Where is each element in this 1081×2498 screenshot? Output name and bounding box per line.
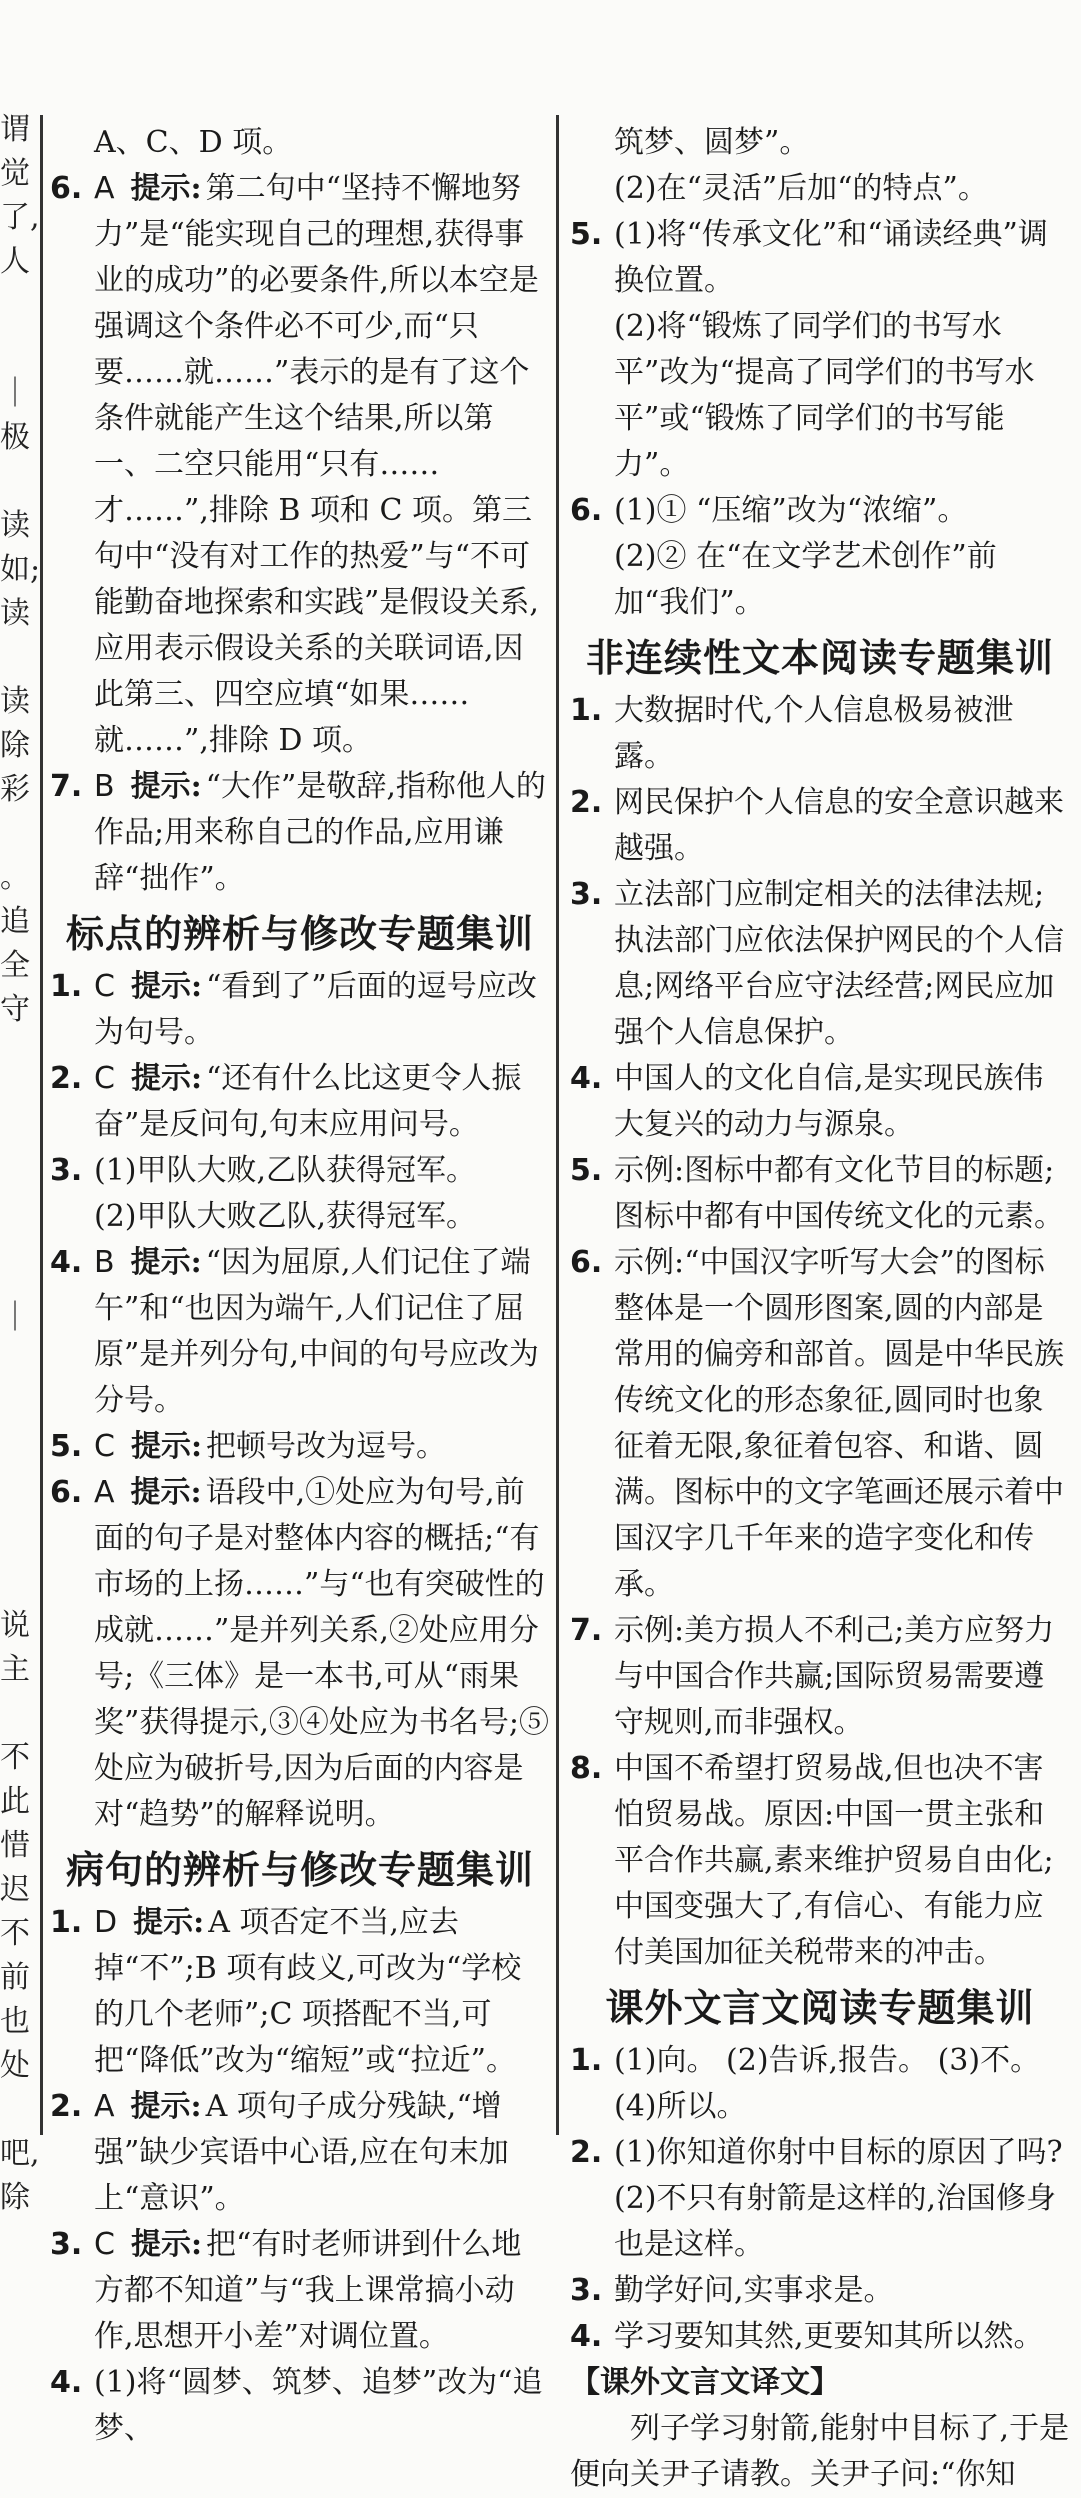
answer-letter: A <box>94 171 115 206</box>
margin-fragment: 追 <box>0 904 30 939</box>
hint-label: 提示: <box>130 1475 202 1510</box>
margin-fragment: 前 <box>0 1960 30 1995</box>
left-column <box>50 120 550 2452</box>
answer-item <box>570 1148 1070 1240</box>
item-number: 5. <box>570 1153 603 1188</box>
margin-fragment: 全 <box>0 948 30 983</box>
answer-text: “大作”是敬辞,指称他人的作品;用来称自己的作品,应用谦辞“拙作”。 <box>94 769 546 896</box>
margin-fragment: 读 <box>0 596 30 631</box>
answer-subpart: (2)② 在“在文学艺术创作”前加“我们”。 <box>614 539 997 620</box>
answer-text: (1)你知道你射中目标的原因了吗? <box>614 2135 1063 2170</box>
answer-subpart: (2)不只有射箭是这样的,治国修身也是这样。 <box>614 2181 1057 2262</box>
item-number: 1. <box>50 969 83 1004</box>
noncontinuous-answers <box>570 688 1070 1976</box>
answer-item <box>570 688 1070 780</box>
item-number: 4. <box>50 1245 83 1280</box>
continuation-line: 筑梦、圆梦”。 <box>614 125 810 160</box>
margin-fragment: 不 <box>0 1740 30 1775</box>
answer-item-5 <box>570 212 1070 304</box>
margin-fragment: 处 <box>0 2048 30 2083</box>
answer-subpart: (2)将“锻炼了同学们的书写水平”改为“提高了同学们的书写水平”或“锻炼了同学们的书写能力”。 <box>614 309 1035 482</box>
item-number: 1. <box>570 2043 603 2078</box>
answer-text: 示例:“中国汉字听写大会”的图标整体是一个圆形图案,圆的内部是常用的偏旁和部首。圆是中华民族传统文化的形态象征,圆同时也象征着无限,象征着包容、和谐、圆满。图标中的文字笔画还展示着中国汉字几千年来的造字变化和传承。 <box>614 1245 1064 1602</box>
hint-label: 提示: <box>133 1905 205 1940</box>
answer-item <box>50 2084 550 2222</box>
sentence-error-answers <box>50 1900 550 2452</box>
section-title-punctuation: 标点的辨析与修改专题集训 <box>65 912 534 956</box>
margin-fragment: ｜ <box>0 376 30 411</box>
item-number: 4. <box>570 1061 603 1096</box>
margin-fragment: 读 <box>0 508 30 543</box>
section-title-noncontinuous-text: 非连续性文本阅读专题集训 <box>585 636 1054 680</box>
answer-letter: A <box>94 2089 115 2124</box>
item-number: 7. <box>570 1613 603 1648</box>
hint-label: 提示: <box>130 1245 202 1280</box>
answer-item-7 <box>50 764 550 902</box>
answer-item <box>50 1240 550 1424</box>
margin-fragment: 谓 <box>0 112 30 147</box>
item-number: 2. <box>50 2089 83 2124</box>
answer-text: 中国人的文化自信,是实现民族伟大复兴的动力与源泉。 <box>614 1061 1044 1142</box>
answer-text: 示例:美方损人不利己;美方应努力与中国合作共赢;国际贸易需要遵守规则,而非强权。 <box>614 1613 1055 1740</box>
answer-letter: C <box>94 1061 115 1096</box>
margin-fragment: 极 <box>0 420 30 455</box>
item-number: 2. <box>570 2135 603 2170</box>
answer-item <box>50 1470 550 1838</box>
lead-continuation: A、C、D 项。 <box>94 125 293 160</box>
answer-text: “还有什么比这更令人振奋”是反问句,句末应用问号。 <box>94 1061 522 1142</box>
item-number: 3. <box>570 877 603 912</box>
translation-heading: 【课外文言文译文】 <box>570 2365 840 2400</box>
item-number: 6. <box>50 1475 83 1510</box>
answer-item <box>50 964 550 1056</box>
answer-letter: B <box>94 769 115 804</box>
margin-fragment: 主 <box>0 1652 30 1687</box>
hint-label: 提示: <box>130 2227 203 2262</box>
margin-fragment: 守 <box>0 992 30 1027</box>
item-number: 6. <box>50 171 83 206</box>
answer-text: 大数据时代,个人信息极易被泄露。 <box>614 693 1014 774</box>
answer-letter: B <box>94 1245 115 1280</box>
hint-label: 提示: <box>130 2089 202 2124</box>
answer-text: (1)向。 (2)告诉,报告。 (3)不。 <box>614 2043 1041 2078</box>
item-number: 4. <box>570 2319 603 2354</box>
margin-fragment: 觉 <box>0 156 30 191</box>
margin-fragment: 读 <box>0 684 30 719</box>
margin-fragment: ｜ <box>0 1300 30 1335</box>
margin-fragment: 惜 <box>0 1828 30 1863</box>
margin-fragment: 说 <box>0 1608 30 1643</box>
translation-text: 列子学习射箭,能射中目标了,于是便向关尹子请教。关尹子问:“你知 <box>570 2411 1070 2492</box>
continuation-line: (2)在“灵活”后加“的特点”。 <box>614 171 988 206</box>
answer-letter: C <box>94 969 115 1004</box>
item-number: 2. <box>50 1061 83 1096</box>
hint-label: 提示: <box>130 1061 203 1096</box>
answer-item <box>570 1608 1070 1746</box>
column-divider-middle <box>556 115 559 2135</box>
section-title-sentence-errors: 病句的辨析与修改专题集训 <box>65 1848 534 1892</box>
answer-letter: C <box>94 1429 115 1464</box>
margin-fragment: 如; <box>0 552 41 587</box>
punctuation-answers <box>50 964 550 1838</box>
answer-item <box>50 2360 550 2452</box>
answer-subpart: (2)甲队大败乙队,获得冠军。 <box>94 1199 477 1234</box>
item-number: 3. <box>50 2227 83 2262</box>
margin-fragment: 除 <box>0 2180 30 2215</box>
answer-item <box>570 2130 1070 2176</box>
item-number: 3. <box>50 1153 83 1188</box>
answer-text: (1)将“传承文化”和“诵读经典”调换位置。 <box>614 217 1048 298</box>
answer-text: 勤学好问,实事求是。 <box>614 2273 894 2308</box>
item-number: 1. <box>570 693 603 728</box>
answer-letter: D <box>94 1905 118 1940</box>
item-number: 1. <box>50 1905 83 1940</box>
answer-item <box>50 1900 550 2084</box>
answer-text: 网民保护个人信息的安全意识越来越强。 <box>614 785 1064 866</box>
answer-text: 中国不希望打贸易战,但也决不害怕贸易战。原因:中国一贯主张和平合作共赢,素来维护贸易自由化;中国变强大了,有信心、有能力应付美国加征关税带来的冲击。 <box>614 1751 1054 1970</box>
answer-item <box>570 872 1070 1056</box>
answer-item <box>570 2314 1070 2360</box>
margin-fragment: 除 <box>0 728 30 763</box>
hint-label: 提示: <box>130 171 202 206</box>
item-number: 4. <box>50 2365 83 2400</box>
answer-text: A 项否定不当,应去掉“不”;B 项有歧义,可改为“学校的几个老师”;C 项搭配不当,可把“降低”改为“缩短”或“拉近”。 <box>94 1905 522 2078</box>
item-number: 8. <box>570 1751 603 1786</box>
answer-item-6 <box>50 166 550 764</box>
margin-fragment: 此 <box>0 1784 30 1819</box>
column-divider-left <box>40 115 43 2135</box>
answer-item <box>570 1056 1070 1148</box>
item-number: 6. <box>570 493 603 528</box>
margin-fragment: 不 <box>0 1916 30 1951</box>
answer-text: 学习要知其然,更要知其所以然。 <box>614 2319 1044 2354</box>
answer-item <box>570 2038 1070 2084</box>
answer-item <box>50 1424 550 1470</box>
margin-fragment: 彩 <box>0 772 30 807</box>
answer-text: 立法部门应制定相关的法律法规;执法部门应依法保护网民的个人信息;网络平台应守法经营;网民应加强个人信息保护。 <box>614 877 1064 1050</box>
answer-item <box>50 1148 550 1194</box>
answer-item <box>50 1056 550 1148</box>
margin-fragment: 人 <box>0 244 30 279</box>
answer-text: 语段中,①处应为句号,前面的句子是对整体内容的概括;“有市场的上扬……”与“也有突破性的成就……”是并列关系,②处应用分号;《三体》是一本书,可从“雨果奖”获得提示,③④处应为书名号;⑤处应为破折号,因为后面的内容是对“趋势”的解释说明。 <box>94 1475 549 1832</box>
right-column <box>570 120 1070 2498</box>
answer-item-6 <box>570 488 1070 534</box>
hint-label: 提示: <box>130 1429 203 1464</box>
answer-text: “因为屈原,人们记住了端午”和“也因为端午,人们记住了屈原”是并列分句,中间的句号应改为分号。 <box>94 1245 539 1418</box>
margin-fragment: 了, <box>0 200 40 235</box>
hint-label: 提示: <box>130 969 203 1004</box>
classical-chinese-answers <box>570 2038 1070 2360</box>
answer-text: (1)甲队大败,乙队获得冠军。 <box>94 1153 477 1188</box>
answer-text: A 项句子成分残缺,“增强”缺少宾语中心语,应在句末加上“意识”。 <box>94 2089 509 2216</box>
margin-fragment: 也 <box>0 2004 30 2039</box>
answer-item <box>570 1746 1070 1976</box>
answer-text: (1)将“圆梦、筑梦、追梦”改为“追梦、 <box>94 2365 543 2446</box>
margin-fragment: 迟 <box>0 1872 30 1907</box>
answer-letter: C <box>94 2227 115 2262</box>
answer-letter: A <box>94 1475 115 1510</box>
item-number: 2. <box>570 785 603 820</box>
section-title-classical-chinese: 课外文言文阅读专题集训 <box>605 1986 1035 2030</box>
margin-fragment: 。 <box>0 860 30 895</box>
margin-fragment: 吧, <box>0 2136 40 2171</box>
answer-text: (1)① “压缩”改为“浓缩”。 <box>614 493 968 528</box>
answer-text: 把“有时老师讲到什么地方都不知道”与“我上课常搞小动作,思想开小差”对调位置。 <box>94 2227 522 2354</box>
item-number: 7. <box>50 769 83 804</box>
answer-text: “看到了”后面的逗号应改为句号。 <box>94 969 537 1050</box>
answer-text: 示例:图标中都有文化节目的标题;图标中都有中国传统文化的元素。 <box>614 1153 1064 1234</box>
answer-item <box>50 2222 550 2360</box>
answer-item <box>570 1240 1070 1608</box>
hint-label: 提示: <box>130 769 202 804</box>
answer-item <box>570 780 1070 872</box>
item-number: 5. <box>50 1429 83 1464</box>
answer-item <box>570 2268 1070 2314</box>
answer-text: 把顿号改为逗号。 <box>206 1429 447 1464</box>
item-number: 5. <box>570 217 603 252</box>
answer-subpart: (4)所以。 <box>614 2089 747 2124</box>
item-number: 6. <box>570 1245 603 1280</box>
item-number: 3. <box>570 2273 603 2308</box>
answer-text: 第二句中“坚持不懈地努力”是“能实现自己的理想,获得事业的成功”的必要条件,所以本空是强调这个条件必不可少,而“只要……就……”表示的是有了这个条件就能产生这个结果,所以第一、二空只能用“只有……才……”,排除 B 项和 C 项。第三句中“没有对工作的热爱”与“不可能勤奋地探索和实践”是假设关系,应用表示假设关系的关联词语,因此第三、四空应填“如果……就……”,排除 D 项。 <box>94 171 539 758</box>
